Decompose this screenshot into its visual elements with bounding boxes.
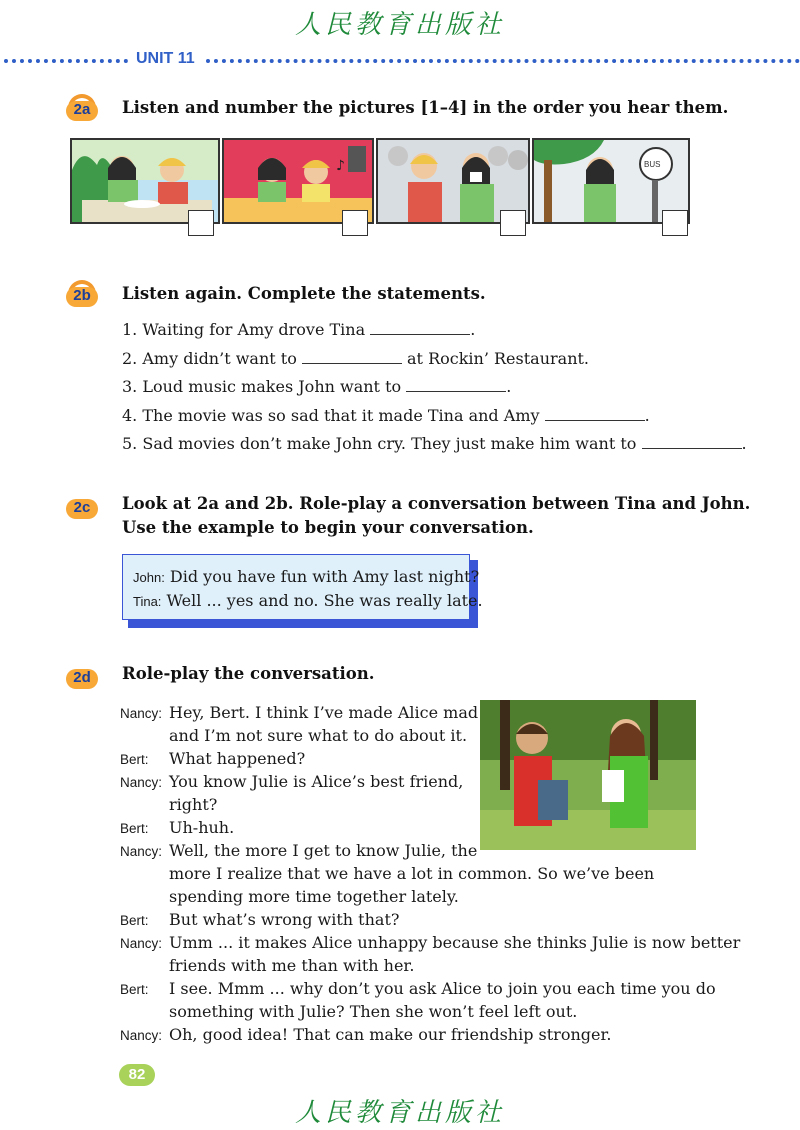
example-line-1: John: Did you have fun with Amy last night? <box>133 567 480 586</box>
example-dialogue-box <box>122 554 483 620</box>
statement-4: 4. The movie was so sad that it made Tina and Amy . <box>122 406 650 425</box>
fill-blank-1[interactable] <box>370 321 470 335</box>
answer-box-3[interactable] <box>500 210 526 236</box>
instruction-2b: Listen again. Complete the statements. <box>122 284 486 303</box>
statement-3: 3. Loud music makes John want to . <box>122 377 512 396</box>
fill-blank-3[interactable] <box>406 378 506 392</box>
instruction-2c-line1: Look at 2a and 2b. Role-play a conversation between Tina and John. <box>122 494 751 513</box>
example-line-2: Tina: Well ... yes and no. She was really late. <box>133 591 483 610</box>
svg-text:♪: ♪ <box>336 158 345 174</box>
svg-text:BUS: BUS <box>644 160 661 169</box>
unit-label: UNIT 11 <box>136 50 195 67</box>
section-badge-2b: 2b <box>64 280 100 306</box>
fill-blank-2[interactable] <box>302 350 402 364</box>
statement-2: 2. Amy didn’t want to at Rockin’ Restaurant. <box>122 349 590 368</box>
instruction-2d: Role-play the conversation. <box>122 664 375 683</box>
section-badge-2d: 2d <box>64 662 100 688</box>
answer-box-2[interactable] <box>342 210 368 236</box>
statement-1: 1. Waiting for Amy drove Tina . <box>122 320 476 339</box>
photo-two-students <box>480 700 696 850</box>
dotted-divider-right <box>206 59 800 63</box>
fill-blank-4[interactable] <box>545 407 645 421</box>
dotted-divider-left <box>4 59 128 63</box>
publisher-logo-bottom: 人民教育出版社 <box>294 1098 505 1128</box>
fill-blank-5[interactable] <box>642 435 742 449</box>
statement-5: 5. Sad movies don’t make John cry. They just make him want to . <box>122 434 747 453</box>
publisher-logo-top: 人民教育出版社 <box>294 10 505 40</box>
answer-box-1[interactable] <box>188 210 214 236</box>
instruction-2a: Listen and number the pictures [1–4] in the order you hear them. <box>122 98 729 117</box>
answer-box-4[interactable] <box>662 210 688 236</box>
instruction-2c-line2: Use the example to begin your conversation. <box>122 518 534 537</box>
unit-header-bar <box>0 50 800 70</box>
page-number: 82 <box>119 1064 155 1086</box>
section-badge-2a: 2a <box>64 94 100 120</box>
section-badge-2c: 2c <box>64 492 100 518</box>
